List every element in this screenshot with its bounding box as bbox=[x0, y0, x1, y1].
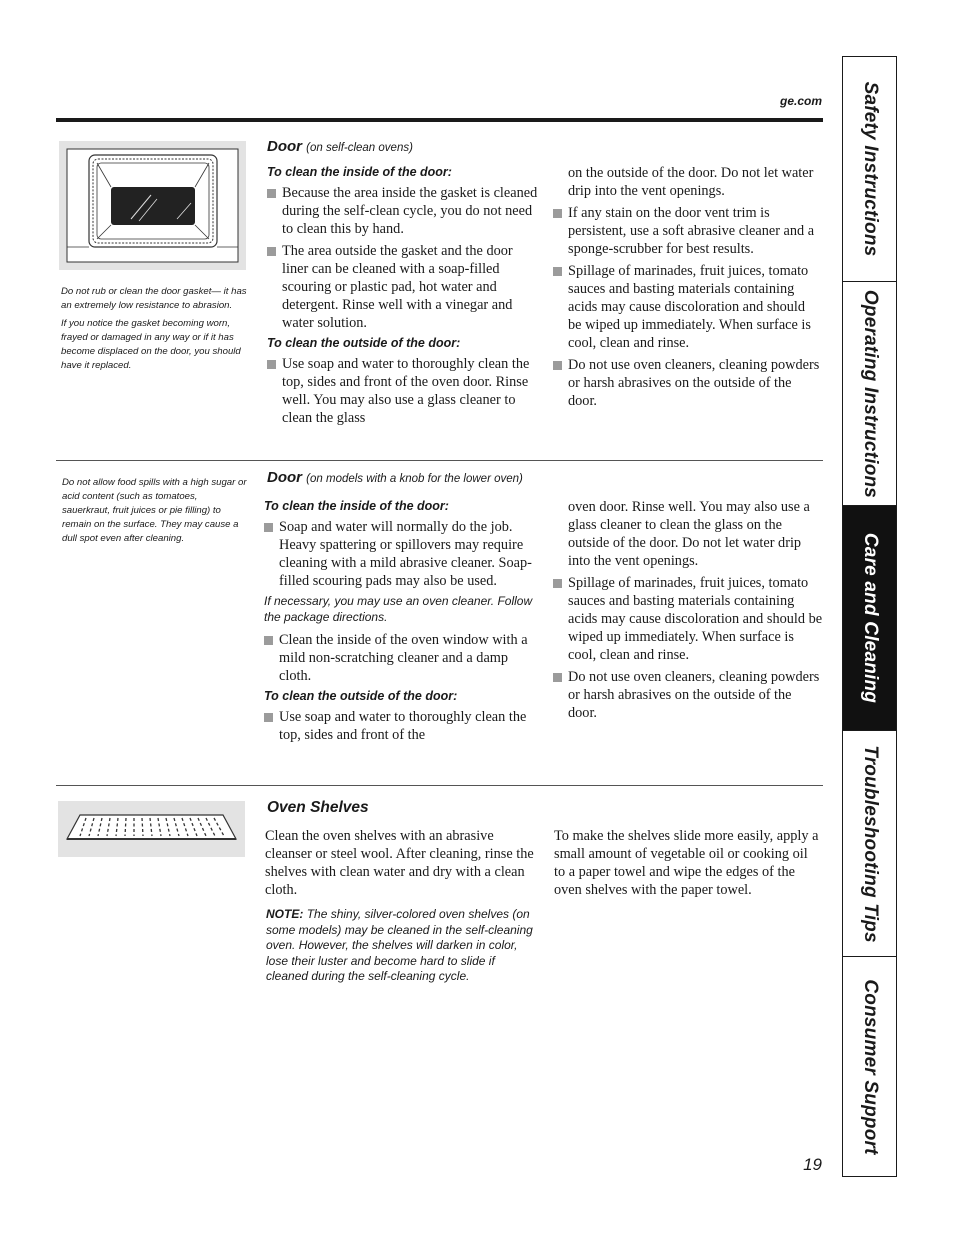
header-rule bbox=[56, 118, 823, 122]
section-divider bbox=[56, 785, 823, 786]
tab-safety-instructions[interactable] bbox=[843, 57, 896, 282]
tab-operating-instructions[interactable] bbox=[843, 282, 896, 506]
section1-inside-bullet: Because the area inside the gasket is cleaned during the self-clean cycle, you do not need to clean this by hand. bbox=[267, 184, 539, 238]
section2-right-bullet: Spillage of marinades, fruit juices, tomato sauces and basting materials containing acids may cause discoloration and should be wiped up immediately. When surface is cool, clean and rinse. bbox=[553, 574, 823, 664]
section2-left-column bbox=[264, 499, 538, 748]
tab-consumer-support[interactable] bbox=[843, 957, 896, 1176]
section3-note-text: The shiny, silver-colored oven shelves (on some models) may be cleaned in the self-cleaning oven. However, the shelves will darken in color, lose their luster and become hard to slide if cleaned during the self-cleaning cycle. bbox=[266, 907, 533, 983]
section2-right-bullet: Do not use oven cleaners, cleaning powders or harsh abrasives on the outside of the door. bbox=[553, 668, 823, 722]
section1-outside-bullet: Use soap and water to thoroughly clean the top, sides and front of the oven door. Rinse well. You may also use a glass cleaner to clean the glass bbox=[267, 355, 539, 427]
oven-shelf-icon bbox=[58, 801, 245, 857]
section2-title bbox=[267, 469, 523, 486]
section1-right-column bbox=[553, 164, 821, 414]
tab-label: Care and Cleaning bbox=[859, 532, 881, 704]
section-divider bbox=[56, 460, 823, 461]
page-number: 19 bbox=[803, 1155, 822, 1174]
section1-inside-bullet: The area outside the gasket and the door liner can be cleaned with a soap-filled scouring or plastic pad, hot water and detergent. Rinse well with a vinegar and water solution. bbox=[267, 242, 539, 332]
section2-right-continuation: oven door. Rinse well. You may also use a glass cleaner to clean the glass on the outside of the door. Do not let water drip into the vent openings. bbox=[568, 499, 810, 569]
oven-door-icon bbox=[59, 141, 246, 270]
tab-care-and-cleaning[interactable] bbox=[843, 506, 896, 731]
section1-title-text: Door bbox=[267, 138, 302, 155]
section3-right-column bbox=[554, 827, 820, 899]
section3-left-column bbox=[265, 827, 539, 985]
section2-title-text: Door bbox=[267, 469, 302, 486]
section1-inside-heading: To clean the inside of the door: bbox=[267, 165, 452, 179]
food-spill-note: Do not allow food spills with a high sugar or acid content (such as tomatoes, sauerkraut, fruit juices or pie filling) to remain on the surface. They may cause a dull spot even after cleaning. bbox=[62, 477, 247, 544]
section3-note bbox=[266, 907, 539, 985]
section3-title: Oven Shelves bbox=[267, 799, 369, 816]
gasket-note-2: If you notice the gasket becoming worn, frayed or damaged in any way or if it has become displaced on the door, you should have it replaced. bbox=[61, 318, 241, 371]
section3-body-right: To make the shelves slide more easily, apply a small amount of vegetable oil or cooking oil to a paper towel and wipe the edges of the oven shelves with the paper towel. bbox=[554, 828, 819, 898]
tab-troubleshooting-tips[interactable] bbox=[843, 731, 896, 957]
tab-label: Consumer Support bbox=[859, 978, 881, 1155]
tab-label: Troubleshooting Tips bbox=[859, 744, 881, 943]
section2-outside-bullet: Use soap and water to thoroughly clean the top, sides and front of the bbox=[264, 708, 538, 744]
section2-outside-heading: To clean the outside of the door: bbox=[264, 689, 458, 703]
section2-title-sub: (on models with a knob for the lower oven) bbox=[306, 473, 523, 485]
section1-left-column bbox=[267, 165, 539, 431]
site-url: ge.com bbox=[779, 94, 822, 108]
section1-outside-heading: To clean the outside of the door: bbox=[267, 336, 461, 350]
section1-right-bullet: Do not use oven cleaners, cleaning powders or harsh abrasives on the outside of the door. bbox=[553, 356, 821, 410]
side-tab-bar bbox=[842, 56, 897, 1177]
tab-label: Safety Instructions bbox=[859, 81, 881, 257]
tab-label: Operating Instructions bbox=[859, 289, 881, 498]
section3-body-left: Clean the oven shelves with an abrasive cleanser or steel wool. After cleaning, rinse the shelves with clean water and dry with a clean cloth. bbox=[265, 828, 534, 898]
section2-italic-note: If necessary, you may use an oven cleaner. Follow the package directions. bbox=[264, 594, 533, 624]
gasket-note-1: Do not rub or clean the door gasket— it has an extremely low resistance to abrasion. bbox=[61, 286, 247, 311]
section1-title bbox=[267, 138, 413, 155]
section2-inside-bullet: Clean the inside of the oven window with a mild non-scratching cleaner and a damp cloth. bbox=[264, 631, 538, 685]
section1-right-bullet: If any stain on the door vent trim is persistent, use a soft abrasive cleaner and a sponge-scrubber for best results. bbox=[553, 204, 821, 258]
section2-inside-bullet: Soap and water will normally do the job. Heavy spattering or spillovers may require cleaning with a mild abrasive cleaner. Soap-filled scouring pads may also be used. bbox=[264, 518, 538, 590]
section2-right-column bbox=[553, 498, 823, 726]
section2-inside-heading: To clean the inside of the door: bbox=[264, 499, 449, 513]
oven-shelf-illustration bbox=[58, 801, 245, 857]
section1-right-continuation: on the outside of the door. Do not let water drip into the vent openings. bbox=[568, 165, 814, 199]
section3-note-label: NOTE: bbox=[266, 907, 304, 921]
section1-right-bullet: Spillage of marinades, fruit juices, tomato sauces and basting materials containing acids may cause discoloration and should be wiped up immediately. When surface is cool, clean and rinse. bbox=[553, 262, 821, 352]
oven-door-illustration bbox=[59, 141, 246, 270]
gasket-notes bbox=[61, 285, 255, 377]
section1-title-sub: (on self-clean ovens) bbox=[306, 142, 413, 154]
